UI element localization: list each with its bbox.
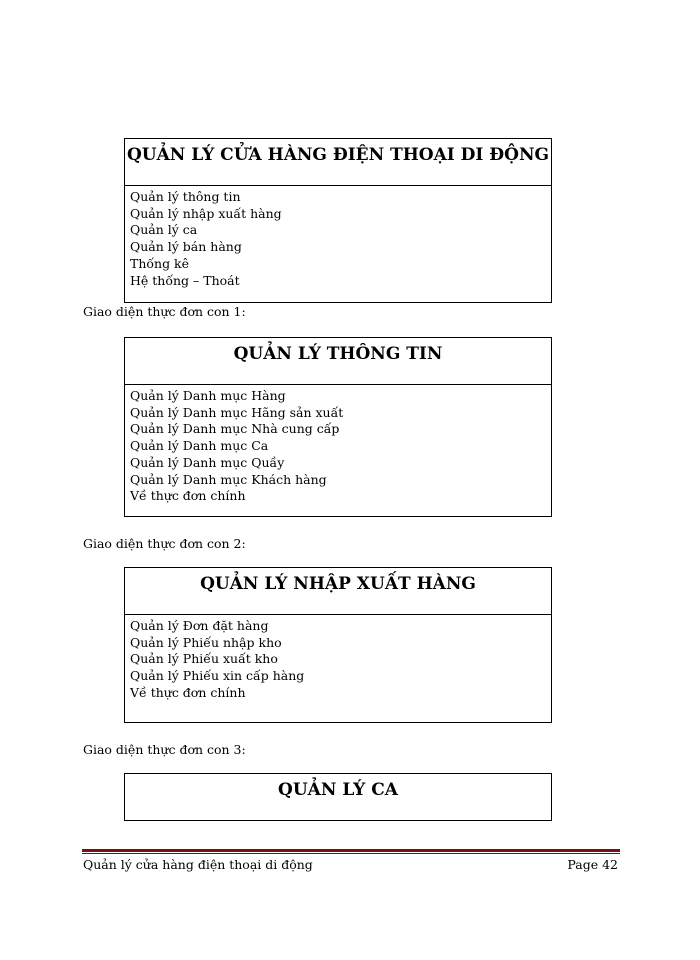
submenu-1-caption: Giao diện thực đơn con 1:: [83, 304, 246, 319]
menu-item: Quản lý Danh mục Ca: [130, 438, 269, 454]
submenu-3-box: [124, 773, 552, 821]
menu-item: Quản lý Phiếu xin cấp hàng: [130, 668, 305, 684]
menu-item: Quản lý Đơn đặt hàng: [130, 618, 269, 633]
menu-item: Quản lý Danh mục Hàng: [130, 388, 286, 403]
submenu-2-caption: Giao diện thực đơn con 2:: [83, 536, 246, 551]
submenu-1-title: QUẢN LÝ THÔNG TIN: [125, 338, 551, 385]
footer-rule: [82, 849, 620, 852]
menu-item: Về thực đơn chính: [130, 488, 246, 504]
footer-title: Quản lý cửa hàng điện thoại di động: [83, 857, 313, 872]
main-menu-box: [124, 138, 552, 303]
menu-item: Quản lý nhập xuất hàng: [130, 205, 282, 221]
menu-item: Quản lý ca: [130, 222, 198, 238]
footer-rule-thin: [82, 853, 620, 854]
menu-item: Quản lý thông tin: [130, 189, 241, 204]
submenu-3-title: QUẢN LÝ CA: [278, 780, 398, 800]
submenu-2-items: [125, 615, 551, 702]
main-menu-items: [125, 186, 551, 289]
menu-item: Quản lý bán hàng: [130, 239, 242, 255]
menu-item: Quản lý Danh mục Quầy: [130, 454, 285, 470]
page-number: Page 42: [567, 857, 618, 872]
menu-item: Quản lý Danh mục Khách hàng: [130, 471, 327, 487]
menu-item: Quản lý Phiếu nhập kho: [130, 634, 282, 650]
menu-item: Quản lý Danh mục Nhà cung cấp: [130, 421, 340, 437]
menu-item: Về thực đơn chính: [130, 684, 246, 700]
submenu-3-caption: Giao diện thực đơn con 3:: [83, 742, 246, 757]
submenu-2-box: [124, 567, 552, 723]
menu-item: Thống kê: [130, 255, 190, 271]
menu-item: Hệ thống – Thoát: [130, 272, 240, 288]
submenu-1-items: [125, 385, 551, 505]
submenu-1-box: [124, 337, 552, 517]
menu-item: Quản lý Phiếu xuất kho: [130, 651, 278, 667]
menu-item: Quản lý Danh mục Hãng sản xuất: [130, 404, 344, 420]
submenu-2-title: QUẢN LÝ NHẬP XUẤT HÀNG: [125, 568, 551, 615]
main-menu-title: QUẢN LÝ CỬA HÀNG ĐIỆN THOẠI DI ĐỘNG: [125, 139, 551, 186]
